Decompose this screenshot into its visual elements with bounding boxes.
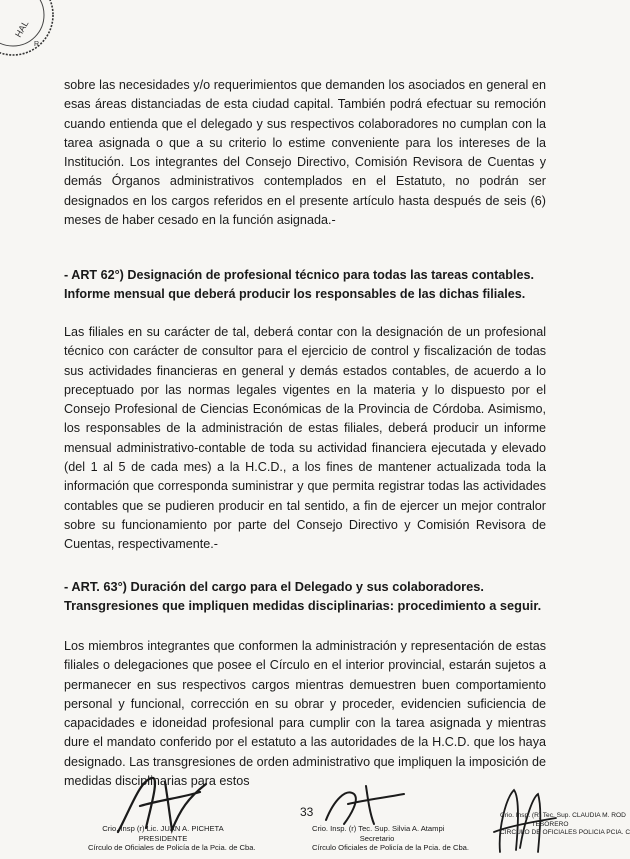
signatory-role: TESORERO [531,820,569,828]
paragraph-art-62: Las filiales en su carácter de tal, deberá contar con la designación de un profesional técnico con carácter de consultor para el ejercicio de control y fiscalización de todas sus actividades financieras en general y demás estados contables, de acuerdo a lo preceptuado por las normas legales vigentes en la materia y lo dispuesto por el Consejo Profesional de Ciencias Económicas de la Provincia de Córdoba. Asimismo, los responsables de la administración de estas filiales, deberá producir un informe mensual administrativo-contable de toda su actividad financiera ejecutada y elevado (del 1 al 5 de cada mes) a la H.C.D., a los fines de mantener actualizada toda la información que corresponda suministrar y que permita registrar todas las actividades contables que se pudieren producir en tal sentido, a fin de ejercer un mejor contralor sobre su funcionamiento por parte del Consejo Directivo y Comisión Revisora de Cuentas, respectivamente.- [64,325,546,552]
signature-block-treasurer [500,812,630,838]
paragraph-continuation: sobre las necesidades y/o requerimientos que demanden los asociados en general en esas áreas distanciadas de esta ciudad capital. También podrá efectuar su remoción cuando entienda que el delegado y sus respectivos colaboradores no cumplan con la tarea asignada o que a su criterio lo estime conveniente para los intereses de la Institución. Los integrantes del Consejo Directivo, Comisión Revisora de Cuentas y demás Órganos administrativos contemplados en el Estatuto, no podrán ser designados en los cargos referidos en el presente artículo hasta después de seis (6) meses de haber cesado en la función asignada.- [64,78,546,228]
svg-text:HAL: HAL [13,18,31,39]
signatory-role: Secretario [359,833,395,843]
signatory-name: Crio. Insp (r) Lic. JUAN A. PICHETA [102,824,224,833]
signatory-org: CIRCULO DE OFICIALES POLICIA PCIA. C [500,829,630,836]
institution-seal-stamp [0,0,56,58]
heading-art-62: - ART 62°) Designación de profesional técnico para todas las tareas contables. Informe mensual que deberá producir los responsables de las dichas filiales. [64,268,534,302]
signatory-org: Círculo Oficiales de Policía de la Pcia. de Cba. [312,843,470,852]
svg-text:R: R [34,41,40,48]
signatory-org: Círculo de Oficiales de Policía de la Pcia. de Cba. [88,843,256,852]
page-number: 33 [300,805,314,819]
signatory-name: Crio. Insp. (r) Tec. Sup. Silvia A. Atampi [312,824,445,833]
signature-block-secretary [312,824,470,853]
heading-art-63: - ART. 63°) Duración del cargo para el Delegado y sus colaboradores. Transgresiones que impliquen medidas disciplinarias: procedimiento a seguir. [64,579,542,614]
paragraph-art-63: Los miembros integrantes que conformen la administración y representación de estas filiales o delegaciones que posee el Círculo en el interior provincial, estarán sujetos a permanecer en sus respectivos cargos mientras demuestren buen comportamiento personal y funcional, corrección en su obrar y proceder, evidencien suficiencia de capacidades e idoneidad profesional para cumplir con la tarea asignada y mientras dure el mandato conferido por el estatuto a las autoridades de la H.C.D. que los haya designado. Las transgresiones de orden administrativo que impliquen la imposición de medidas disciplinarias para estos [64,639,546,789]
signature-block-president [88,824,256,853]
signatory-name: Crio. Insp. (R) Tec. Sup. CLAUDIA M. ROD [500,812,626,819]
signatory-role: PRESIDENTE [138,833,188,843]
